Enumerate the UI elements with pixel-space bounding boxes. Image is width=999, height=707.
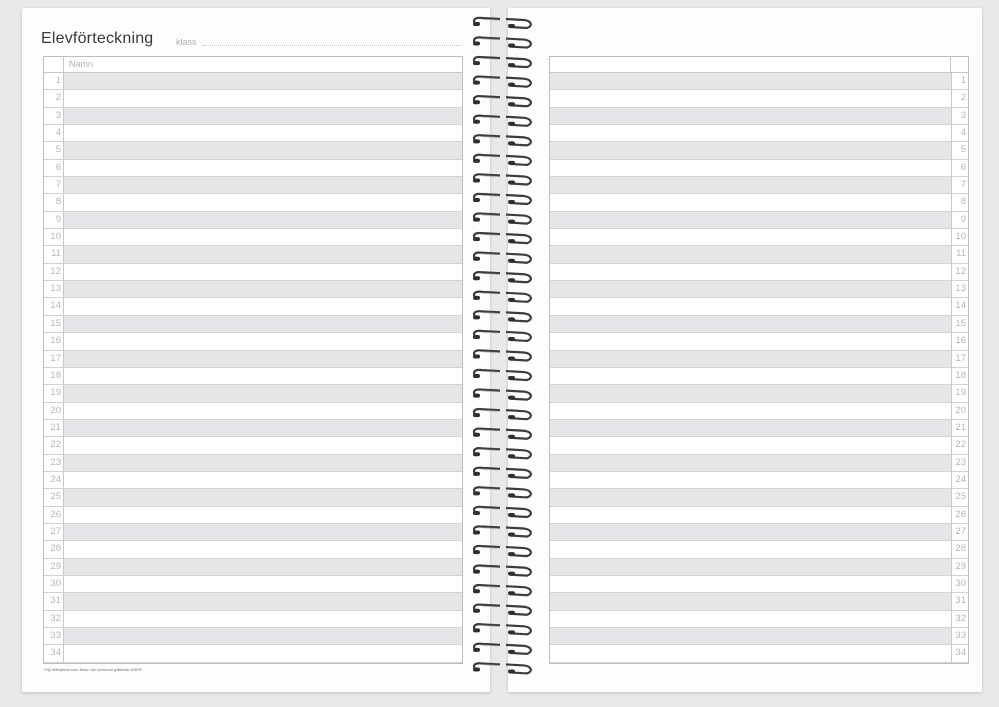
klass-input-line[interactable] (203, 45, 461, 46)
name-field[interactable] (64, 385, 462, 401)
spiral-ring (473, 272, 531, 282)
name-field[interactable] (550, 541, 951, 557)
row-number: 11 (44, 246, 64, 262)
spiral-ring (473, 565, 531, 575)
row-number: 32 (44, 611, 64, 627)
table-row (44, 333, 462, 350)
row-number: 17 (44, 351, 64, 367)
table-row (44, 73, 462, 90)
row-number: 7 (951, 177, 968, 193)
name-field[interactable] (64, 160, 462, 176)
row-number: 34 (951, 645, 968, 661)
spiral-ring (473, 311, 531, 321)
table-row (44, 246, 462, 263)
table-row (44, 194, 462, 211)
name-field[interactable] (64, 472, 462, 488)
name-field[interactable] (550, 489, 951, 505)
spiral-ring (473, 487, 531, 497)
table-row (550, 541, 968, 558)
table-row (550, 507, 968, 524)
name-field[interactable] (64, 108, 462, 124)
name-field[interactable] (64, 246, 462, 262)
name-field[interactable] (550, 316, 951, 332)
table-row (44, 472, 462, 489)
table-row (550, 212, 968, 229)
table-row (550, 420, 968, 437)
row-number: 33 (44, 628, 64, 644)
spiral-ring (473, 194, 531, 204)
row-number: 13 (951, 281, 968, 297)
name-field[interactable] (64, 611, 462, 627)
table-row (550, 229, 968, 246)
name-field[interactable] (64, 403, 462, 419)
row-number: 8 (951, 194, 968, 210)
name-field[interactable] (64, 524, 462, 540)
name-field[interactable] (64, 628, 462, 644)
row-number: 26 (44, 507, 64, 523)
rows-right (550, 73, 968, 663)
table-row (550, 559, 968, 576)
spiral-ring (473, 644, 531, 654)
row-number: 30 (44, 576, 64, 592)
name-field[interactable] (64, 333, 462, 349)
name-field[interactable] (64, 281, 462, 297)
name-field[interactable] (64, 576, 462, 592)
student-list-left (43, 56, 463, 664)
table-header (44, 57, 462, 73)
table-row (44, 559, 462, 576)
row-number: 22 (44, 437, 64, 453)
name-field[interactable] (64, 541, 462, 557)
name-field[interactable] (64, 420, 462, 436)
table-row (44, 142, 462, 159)
name-field[interactable] (550, 524, 951, 540)
name-field[interactable] (64, 368, 462, 384)
student-list-right (549, 56, 969, 664)
table-row (550, 108, 968, 125)
table-row (44, 298, 462, 315)
name-field[interactable] (550, 246, 951, 262)
row-number: 6 (951, 160, 968, 176)
gdpr-note: Följ riktlinjerna som finns i din kommun gällande GDPR. (44, 667, 143, 672)
row-number: 2 (44, 90, 64, 106)
spiral-ring (473, 18, 531, 28)
spiral-ring (473, 605, 531, 615)
name-column-header: Namn (69, 59, 94, 69)
row-number: 3 (44, 108, 64, 124)
spiral-ring (473, 507, 531, 517)
spiral-ring (473, 116, 531, 126)
table-header (550, 57, 968, 73)
row-number: 33 (951, 628, 968, 644)
table-row (44, 628, 462, 645)
number-column-header (44, 57, 64, 72)
row-number: 18 (44, 368, 64, 384)
table-row (550, 368, 968, 385)
name-field[interactable] (64, 73, 462, 89)
table-row (44, 125, 462, 142)
name-field[interactable] (550, 108, 951, 124)
row-number: 23 (44, 455, 64, 471)
table-row (550, 246, 968, 263)
name-field[interactable] (550, 576, 951, 592)
name-field[interactable] (550, 507, 951, 523)
row-number: 29 (951, 559, 968, 575)
row-number: 12 (44, 264, 64, 280)
row-number: 28 (44, 541, 64, 557)
spiral-ring (473, 155, 531, 165)
row-number: 14 (44, 298, 64, 314)
row-number: 23 (951, 455, 968, 471)
spiral-ring (473, 96, 531, 106)
table-row (44, 316, 462, 333)
table-row (550, 645, 968, 662)
name-field[interactable] (550, 194, 951, 210)
table-row (550, 403, 968, 420)
table-row (44, 264, 462, 281)
table-row (550, 298, 968, 315)
name-field[interactable] (64, 593, 462, 609)
rows-left (44, 73, 462, 663)
row-number: 21 (951, 420, 968, 436)
row-number: 1 (951, 73, 968, 89)
spiral-ring (473, 331, 531, 341)
name-field[interactable] (550, 281, 951, 297)
name-field[interactable] (64, 437, 462, 453)
spiral-ring (473, 468, 531, 478)
row-number: 32 (951, 611, 968, 627)
name-field[interactable] (64, 142, 462, 158)
row-number: 15 (951, 316, 968, 332)
table-row (550, 524, 968, 541)
name-field[interactable] (550, 385, 951, 401)
row-number: 20 (44, 403, 64, 419)
spiral-ring (473, 135, 531, 145)
row-number: 5 (44, 142, 64, 158)
name-field[interactable] (64, 194, 462, 210)
row-number: 12 (951, 264, 968, 280)
row-number: 9 (951, 212, 968, 228)
name-field[interactable] (550, 333, 951, 349)
row-number: 27 (951, 524, 968, 540)
spiral-ring (473, 526, 531, 536)
table-row (550, 385, 968, 402)
table-row (44, 576, 462, 593)
name-field[interactable] (64, 351, 462, 367)
row-number: 24 (951, 472, 968, 488)
table-row (550, 593, 968, 610)
row-number: 30 (951, 576, 968, 592)
row-number: 4 (44, 125, 64, 141)
row-number: 27 (44, 524, 64, 540)
row-number: 9 (44, 212, 64, 228)
table-row (44, 593, 462, 610)
spiral-binding (470, 10, 536, 690)
name-field[interactable] (64, 212, 462, 228)
row-number: 15 (44, 316, 64, 332)
spiral-ring (473, 624, 531, 634)
row-number: 31 (951, 593, 968, 609)
table-row (550, 281, 968, 298)
name-field[interactable] (550, 611, 951, 627)
row-number: 16 (951, 333, 968, 349)
table-row (44, 455, 462, 472)
name-field[interactable] (550, 455, 951, 471)
name-field[interactable] (550, 212, 951, 228)
spiral-ring (473, 174, 531, 184)
table-row (550, 316, 968, 333)
name-field[interactable] (550, 264, 951, 280)
name-field[interactable] (64, 645, 462, 661)
name-field[interactable] (550, 229, 951, 245)
name-field[interactable] (64, 298, 462, 314)
row-number: 10 (44, 229, 64, 245)
name-field[interactable] (550, 593, 951, 609)
spiral-ring (473, 389, 531, 399)
table-row (550, 628, 968, 645)
table-row (44, 229, 462, 246)
table-row (44, 177, 462, 194)
name-field[interactable] (550, 559, 951, 575)
row-number: 11 (951, 246, 968, 262)
row-number: 29 (44, 559, 64, 575)
name-field[interactable] (64, 559, 462, 575)
spiral-ring (473, 37, 531, 47)
row-number: 8 (44, 194, 64, 210)
table-row (550, 351, 968, 368)
name-field[interactable] (64, 489, 462, 505)
row-number: 22 (951, 437, 968, 453)
table-row (44, 489, 462, 506)
row-number: 19 (44, 385, 64, 401)
table-row (550, 142, 968, 159)
table-row (550, 160, 968, 177)
row-number: 7 (44, 177, 64, 193)
table-row (44, 108, 462, 125)
name-field[interactable] (64, 316, 462, 332)
row-number: 31 (44, 593, 64, 609)
name-field[interactable] (64, 264, 462, 280)
name-field[interactable] (550, 73, 951, 89)
table-row (550, 194, 968, 211)
table-row (44, 212, 462, 229)
blank-header (550, 57, 950, 72)
row-number: 26 (951, 507, 968, 523)
spiral-ring (473, 77, 531, 87)
row-number: 20 (951, 403, 968, 419)
row-number: 17 (951, 351, 968, 367)
table-row (44, 645, 462, 662)
name-field[interactable] (64, 455, 462, 471)
table-row (44, 160, 462, 177)
spiral-ring (473, 233, 531, 243)
spiral-ring (473, 585, 531, 595)
table-row (44, 90, 462, 107)
row-number: 1 (44, 73, 64, 89)
spiral-ring (473, 409, 531, 419)
name-field[interactable] (550, 298, 951, 314)
row-number: 25 (44, 489, 64, 505)
table-row (44, 611, 462, 628)
table-row (550, 333, 968, 350)
table-row (550, 455, 968, 472)
row-number: 25 (951, 489, 968, 505)
table-row (550, 576, 968, 593)
spiral-ring (473, 57, 531, 67)
table-row (550, 437, 968, 454)
row-number: 2 (951, 90, 968, 106)
number-column-header (950, 57, 968, 72)
table-row (550, 472, 968, 489)
spiral-ring (473, 429, 531, 439)
table-row (44, 403, 462, 420)
name-field[interactable] (550, 420, 951, 436)
spiral-ring (473, 292, 531, 302)
table-row (44, 437, 462, 454)
name-field[interactable] (550, 90, 951, 106)
name-field[interactable] (550, 437, 951, 453)
table-row (44, 541, 462, 558)
spiral-ring (473, 370, 531, 380)
table-row (550, 125, 968, 142)
table-row (44, 368, 462, 385)
name-field[interactable] (550, 142, 951, 158)
name-field[interactable] (550, 628, 951, 644)
row-number: 28 (951, 541, 968, 557)
name-field[interactable] (64, 177, 462, 193)
name-field[interactable] (64, 229, 462, 245)
page-title: Elevförteckning (41, 30, 154, 47)
spiral-ring (473, 253, 531, 263)
klass-label: klass (176, 37, 197, 47)
name-field[interactable] (550, 645, 951, 661)
name-field[interactable] (550, 368, 951, 384)
name-field[interactable] (550, 160, 951, 176)
table-row (550, 73, 968, 90)
table-row (550, 90, 968, 107)
name-field[interactable] (64, 90, 462, 106)
table-row (44, 524, 462, 541)
row-number: 18 (951, 368, 968, 384)
spiral-ring (473, 448, 531, 458)
table-row (550, 489, 968, 506)
row-number: 34 (44, 645, 64, 661)
spiral-ring (473, 546, 531, 556)
table-row (44, 351, 462, 368)
row-number: 14 (951, 298, 968, 314)
name-field[interactable] (550, 125, 951, 141)
table-row (44, 420, 462, 437)
name-field[interactable] (550, 351, 951, 367)
row-number: 24 (44, 472, 64, 488)
row-number: 4 (951, 125, 968, 141)
spiral-ring (473, 350, 531, 360)
row-number: 16 (44, 333, 64, 349)
name-field[interactable] (64, 125, 462, 141)
row-number: 10 (951, 229, 968, 245)
table-row (44, 507, 462, 524)
table-row (44, 385, 462, 402)
table-row (550, 611, 968, 628)
row-number: 5 (951, 142, 968, 158)
row-number: 21 (44, 420, 64, 436)
row-number: 19 (951, 385, 968, 401)
spiral-ring (473, 663, 531, 673)
name-field[interactable] (64, 507, 462, 523)
row-number: 13 (44, 281, 64, 297)
row-number: 3 (951, 108, 968, 124)
table-row (550, 177, 968, 194)
row-number: 6 (44, 160, 64, 176)
name-field[interactable] (550, 472, 951, 488)
spiral-ring (473, 213, 531, 223)
table-row (44, 281, 462, 298)
name-field[interactable] (550, 403, 951, 419)
table-row (550, 264, 968, 281)
name-field[interactable] (550, 177, 951, 193)
